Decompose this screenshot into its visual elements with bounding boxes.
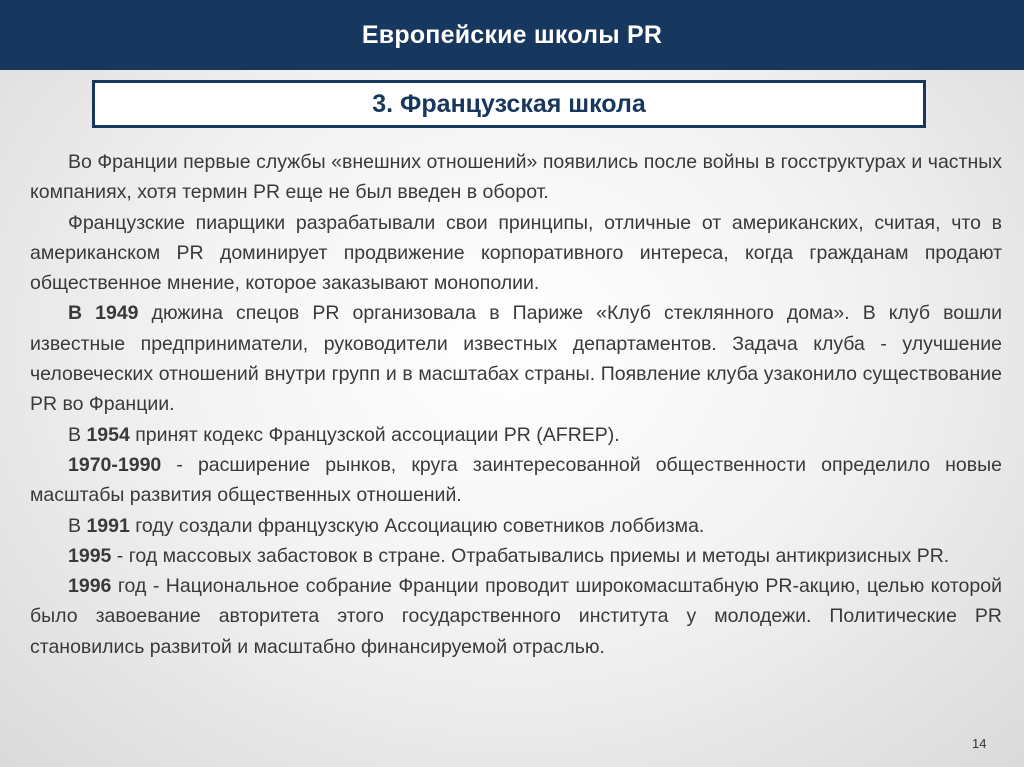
paragraph: [30, 147, 1002, 208]
paragraph-lead: 1954: [86, 423, 130, 446]
paragraph-text: Французские пиарщики разрабатывали свои принципы, отличные от американских, считая, что в американском PR доминирует продвижение корпоративного интереса, когда гражданам продают общественное мнение, которое заказывают монополии.: [30, 211, 1002, 295]
paragraph: [30, 511, 1002, 541]
slide-title: Европейские школы PR: [361, 20, 663, 49]
paragraph-lead: 1995: [68, 544, 112, 567]
paragraph: [30, 298, 1002, 419]
paragraph-text: дюжина спецов PR организовала в Париже «Клуб стеклянного дома». В клуб вошли известные предприниматели, руководители известных департаментов. Задача клуба - улучшение человеческих отношений внутри групп и в масштабах страны. Появление клуба узаконило существование PR во Франции.: [30, 302, 1002, 416]
paragraph-prefix: В: [68, 423, 87, 446]
paragraph: [30, 571, 1002, 662]
subtitle-box: [92, 80, 926, 128]
body-text: [30, 147, 1002, 662]
paragraph-lead: 1996: [68, 575, 112, 598]
paragraph-lead: 1991: [86, 514, 130, 537]
paragraph-lead: 1970-1990: [68, 453, 162, 476]
paragraph-prefix: В: [68, 514, 87, 537]
paragraph-text: году создали французскую Ассоциацию советников лоббизма.: [129, 514, 705, 537]
paragraph-text: Во Франции первые службы «внешних отношений» появились после войны в госструктурах и частных компаниях, хотя термин PR еще не был введен в оборот.: [30, 151, 1002, 204]
paragraph: [30, 450, 1002, 511]
slide-subtitle: 3. Французская школа: [372, 89, 646, 118]
paragraph: [30, 420, 1002, 450]
paragraph-text: год - Национальное собрание Франции проводит широкомасштабную PR-акцию, целью которой было завоевание авторитета этого государственного института у молодежи. Политические PR становились развитой и масштабно финансируемой отраслью.: [30, 575, 1002, 658]
paragraph-text: - год массовых забастовок в стране. Отрабатывались приемы и методы антикризисных PR.: [111, 544, 950, 567]
paragraph-text: принят кодекс Французской ассоциации PR (AFREP).: [129, 423, 620, 446]
paragraph-text: - расширение рынков, круга заинтересованной общественности определило новые масштабы развития общественных отношений.: [30, 453, 1002, 507]
paragraph: [30, 208, 1002, 299]
paragraph-lead: В 1949: [68, 302, 139, 325]
paragraph: [30, 541, 1002, 571]
page-number: 14: [972, 736, 987, 751]
header-bar: [0, 0, 1024, 70]
